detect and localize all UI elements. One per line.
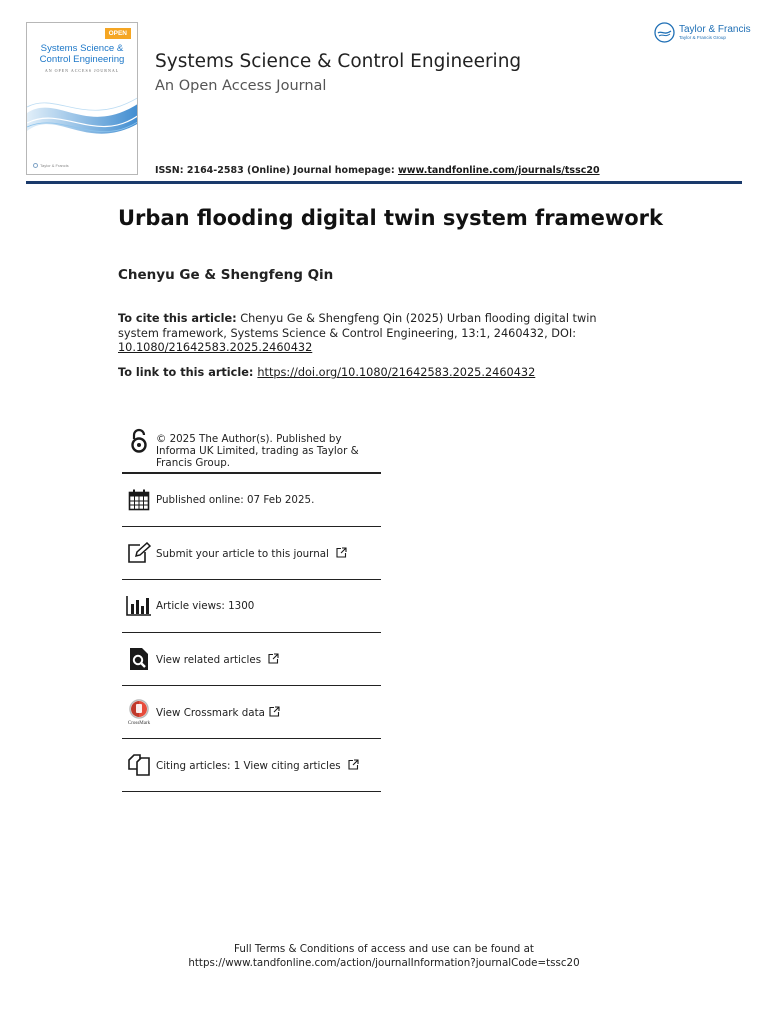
search-document-icon — [129, 647, 149, 671]
cite-text: Chenyu Ge & Shengfeng Qin (2025) Urban flooding digital twin system framework, Systems Science & Control Engineering, 13:1, 2460432, DOI: — [118, 312, 597, 340]
article-link-block — [118, 366, 535, 379]
crossmark-icon — [125, 699, 153, 725]
issn-line — [155, 165, 600, 176]
cover-footer — [33, 163, 69, 168]
cover-wave-graphic — [27, 83, 138, 153]
article-title: Urban flooding digital twin system framework — [118, 206, 663, 230]
journal-cover-image — [26, 22, 138, 175]
journal-name: Systems Science & Control Engineering — [155, 51, 522, 72]
publisher-logo[interactable] — [654, 22, 751, 43]
open-access-text: © 2025 The Author(s). Published by Informa UK Limited, trading as Taylor & Francis Group. — [156, 433, 359, 469]
article-views-row — [122, 580, 381, 633]
bar-chart-icon — [126, 596, 152, 616]
cite-label: To cite this article: — [118, 312, 237, 325]
cover-title-line1: Systems Science & — [40, 43, 124, 54]
external-link-icon — [268, 653, 279, 664]
submit-article-row[interactable] — [122, 527, 381, 580]
publisher-name: Taylor & Francis — [679, 23, 751, 35]
external-link-icon — [336, 547, 347, 558]
open-access-icon — [130, 428, 148, 454]
doi-link[interactable]: https://doi.org/10.1080/21642583.2025.2460432 — [257, 366, 536, 379]
open-access-row — [122, 424, 381, 474]
cover-publisher-icon — [33, 163, 38, 168]
cover-footer-text: Taylor & Francis — [40, 163, 69, 168]
calendar-icon — [128, 489, 150, 511]
published-row — [122, 474, 381, 527]
citing-articles-row[interactable] — [122, 739, 381, 792]
published-text: Published online: 07 Feb 2025. — [156, 494, 315, 506]
cite-doi-link[interactable]: 10.1080/21642583.2025.2460432 — [118, 341, 313, 354]
open-badge: OPEN — [105, 28, 131, 39]
article-views-text: Article views: 1300 — [156, 600, 255, 612]
publisher-group: Taylor & Francis Group — [679, 34, 726, 40]
journal-subtitle: An Open Access Journal — [155, 78, 327, 94]
issn-text: ISSN: 2164-2583 (Online) Journal homepage: — [155, 165, 398, 176]
crossmark-link[interactable]: View Crossmark data — [156, 706, 265, 719]
footer-line1: Full Terms & Conditions of access and use can be found at — [234, 943, 534, 955]
link-label: To link to this article: — [118, 366, 258, 379]
header-divider — [26, 181, 742, 184]
footer-terms-link[interactable]: https://www.tandfonline.com/action/journalInformation?journalCode=tssc20 — [188, 957, 580, 969]
citation-block — [118, 312, 598, 356]
citing-documents-icon — [127, 754, 151, 776]
article-authors: Chenyu Ge & Shengfeng Qin — [118, 267, 334, 283]
cover-title-line2: Control Engineering — [39, 53, 125, 65]
publisher-wave-icon — [654, 22, 675, 43]
citing-articles-link[interactable]: Citing articles: 1 View citing articles — [156, 759, 341, 772]
submit-article-link[interactable]: Submit your article to this journal — [156, 547, 329, 560]
cover-title — [27, 44, 137, 65]
related-articles-link[interactable]: View related articles — [156, 653, 262, 666]
crossmark-row[interactable] — [122, 686, 381, 739]
publisher-text — [679, 25, 751, 41]
external-link-icon — [348, 759, 359, 770]
terms-footer — [0, 942, 768, 970]
cover-subtitle: AN OPEN ACCESS JOURNAL — [44, 68, 120, 73]
edit-icon — [127, 542, 151, 564]
external-link-icon — [269, 706, 280, 717]
journal-homepage-link[interactable]: www.tandfonline.com/journals/tssc20 — [397, 165, 600, 176]
article-info-panel — [122, 424, 381, 792]
crossmark-logo-text: CrossMark — [127, 721, 151, 725]
related-articles-row[interactable] — [122, 633, 381, 686]
